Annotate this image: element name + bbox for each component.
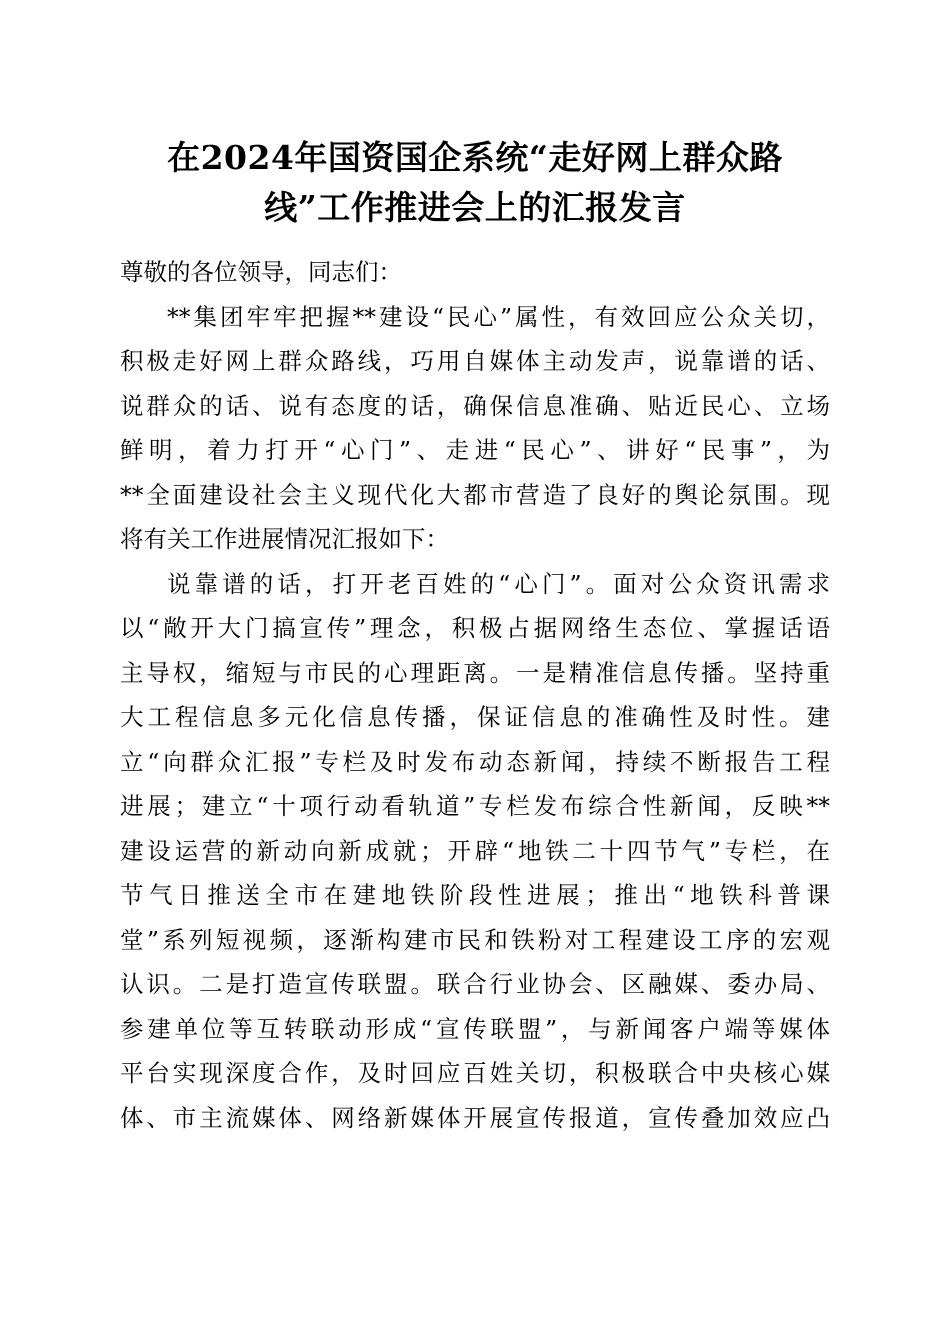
paragraph-2-line-12: 平台实现深度合作，及时回应百姓关切，积极联合中央核心媒 (120, 1059, 830, 1087)
paragraph-2-line-1: 说靠谱的话，打开老百姓的“心门”。面对公众资讯需求 (167, 569, 830, 598)
salutation: 尊敬的各位领导，同志们： (120, 258, 402, 286)
title-line-1: 在2024年国资国企系统“走好网上群众路 (167, 138, 783, 177)
paragraph-1-line-3: 说群众的话、说有态度的话，确保信息准确、贴近民心、立场 (120, 391, 830, 420)
paragraph-1-line-5: **全面建设社会主义现代化大都市营造了良好的舆论氛围。现 (120, 480, 830, 509)
paragraph-1-line-2: 积极走好网上群众路线，巧用自媒体主动发声，说靠谱的话、 (120, 347, 830, 375)
paragraph-2-line-8: 节气日推送全市在建地铁阶段性进展；推出“地铁科普课 (120, 881, 830, 909)
paragraph-2-line-2: 以“敞开大门搞宣传”理念，积极占据网络生态位、掌握话语 (120, 614, 830, 642)
paragraph-1-line-4: 鲜明，着力打开“心门”、走进“民心”、讲好“民事”，为 (120, 436, 830, 464)
paragraph-1-line-6: 将有关工作进展情况汇报如下： (120, 525, 449, 553)
paragraph-2-line-5: 立“向群众汇报”专栏及时发布动态新闻，持续不断报告工程 (120, 747, 830, 776)
paragraph-2-line-9: 堂”系列短视频，逐渐构建市民和铁粉对工程建设工序的宏观 (120, 925, 830, 954)
paragraph-2-line-6: 进展；建立“十项行动看轨道”专栏发布综合性新闻，反映** (120, 792, 830, 820)
paragraph-2-line-10: 认识。二是打造宣传联盟。联合行业协会、区融媒、委办局、 (120, 970, 830, 998)
title-line-2: 线”工作推进会上的汇报发言 (264, 188, 686, 227)
document-title (100, 133, 850, 233)
paragraph-2-line-11: 参建单位等互转联动形成“宣传联盟”，与新闻客户端等媒体 (120, 1014, 830, 1043)
paragraph-2-line-4: 大工程信息多元化信息传播，保证信息的准确性及时性。建 (120, 703, 830, 731)
document-body (120, 250, 830, 1140)
paragraph-2-line-13: 体、市主流媒体、网络新媒体开展宣传报道，宣传叠加效应凸 (120, 1103, 830, 1132)
paragraph-2-line-3: 主导权，缩短与市民的心理距离。一是精准信息传播。坚持重 (120, 658, 830, 687)
paragraph-2-line-7: 建设运营的新动向新成就；开辟“地铁二十四节气”专栏，在 (120, 836, 830, 865)
paragraph-1-line-1: **集团牢牢把握**建设“民心”属性，有效回应公众关切， (167, 302, 830, 331)
